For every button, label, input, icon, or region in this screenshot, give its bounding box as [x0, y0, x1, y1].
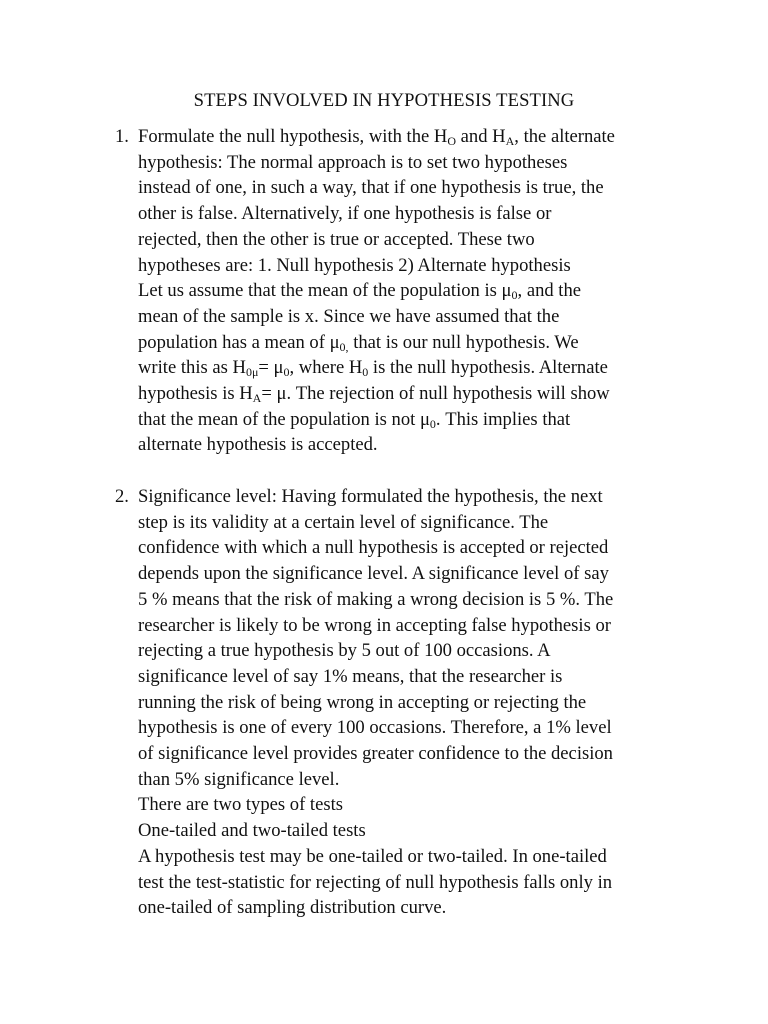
text-line: [138, 201, 698, 227]
subscript: 0,: [339, 339, 349, 354]
text-line: [138, 613, 698, 639]
text-span: rejected, then the other is true or accepted. These two: [138, 228, 535, 250]
text-line: [138, 638, 698, 664]
text-line: [138, 818, 698, 844]
text-line: [138, 587, 698, 613]
text-span: , the alternate: [514, 126, 615, 147]
text-line: [138, 664, 698, 690]
text-line: [138, 895, 698, 921]
text-line: [138, 510, 698, 536]
text-line: [138, 484, 698, 510]
text-span: alternate hypothesis is accepted.: [138, 434, 378, 456]
subscript: 0: [511, 288, 518, 303]
text-line: [138, 535, 698, 561]
text-span: hypothesis is one of every 100 occasions. Therefore, a 1% level: [138, 717, 612, 739]
text-line: [138, 278, 698, 304]
text-line: [138, 792, 698, 818]
text-span: researcher is likely to be wrong in accepting false hypothesis or: [138, 614, 611, 636]
text-line: [138, 870, 698, 896]
text-span: One-tailed and two-tailed tests: [138, 820, 366, 842]
text-line: [138, 715, 698, 741]
list-item-text: [138, 484, 698, 921]
text-span: of significance level provides greater confidence to the decision: [138, 743, 613, 765]
text-line: [138, 330, 698, 356]
text-span: one-tailed of sampling distribution curve.: [138, 897, 447, 919]
text-span: instead of one, in such a way, that if one hypothesis is true, the: [138, 177, 604, 199]
text-span: , where H: [289, 357, 363, 379]
text-line: [138, 227, 698, 253]
text-line: [138, 253, 698, 279]
text-span: that is our null hypothesis. We: [348, 331, 579, 353]
text-line: [138, 150, 698, 176]
text-span: rejecting a true hypothesis by 5 out of 100 occasions. A: [138, 640, 551, 662]
subscript: 0: [429, 416, 436, 431]
list-item-1: [115, 124, 698, 458]
list-item-2: [115, 484, 698, 921]
text-span: = μ. The rejection of null hypothesis will show: [261, 383, 610, 405]
text-line: [138, 124, 698, 150]
list-item-text: [138, 124, 698, 458]
text-line: [138, 304, 698, 330]
text-span: confidence with which a null hypothesis is accepted or rejected: [138, 537, 609, 559]
text-line: [138, 175, 698, 201]
text-line: [138, 844, 698, 870]
text-line: [138, 690, 698, 716]
list-number: 1.: [115, 126, 129, 147]
text-span: . This implies that: [435, 408, 571, 430]
subscript: O: [447, 134, 457, 148]
text-span: A hypothesis test may be one-tailed or two-tailed. In one-tailed: [138, 845, 607, 867]
text-span: There are two types of tests: [138, 794, 343, 816]
text-span: , and the: [517, 280, 582, 302]
text-span: Let us assume that the mean of the population is μ: [138, 280, 512, 302]
page-title: STEPS INVOLVED IN HYPOTHESIS TESTING: [193, 90, 575, 111]
text-span: significance level of say 1% means, that the researcher is: [138, 665, 563, 687]
text-span: hypothesis is H: [138, 383, 253, 405]
text-span: test the test-statistic for rejecting of null hypothesis falls only in: [138, 871, 613, 893]
text-span: write this as H: [138, 357, 246, 379]
text-span: population has a mean of μ: [138, 331, 340, 353]
text-line: [138, 561, 698, 587]
text-span: is the null hypothesis. Alternate: [368, 357, 608, 379]
subscript: 0: [362, 365, 369, 380]
subscript: 0: [283, 365, 290, 380]
text-line: [138, 767, 698, 793]
list-number: 2.: [115, 486, 129, 507]
subscript: A: [505, 134, 515, 148]
text-span: 5 % means that the risk of making a wrong decision is 5 %. The: [138, 588, 614, 610]
subscript: A: [252, 391, 262, 406]
text-span: Formulate the null hypothesis, with the H: [138, 126, 448, 147]
text-span: mean of the sample is x. Since we have assumed that the: [138, 305, 560, 327]
text-span: running the risk of being wrong in accepting or rejecting the: [138, 691, 587, 713]
text-line: [138, 741, 698, 767]
text-span: step is its validity at a certain level of significance. The: [138, 511, 549, 533]
text-span: that the mean of the population is not μ: [138, 408, 430, 430]
text-span: hypothesis: The normal approach is to set two hypotheses: [138, 151, 568, 173]
text-span: = μ: [258, 357, 284, 379]
text-span: other is false. Alternatively, if one hypothesis is false or: [138, 203, 552, 225]
text-span: Significance level: Having formulated the hypothesis, the next: [138, 486, 603, 507]
text-line: [138, 407, 698, 433]
text-span: and H: [456, 126, 506, 147]
text-line: [138, 355, 698, 381]
text-line: [138, 381, 698, 407]
text-line: [138, 432, 698, 458]
subscript: 0μ: [245, 365, 259, 380]
text-span: than 5% significance level.: [138, 768, 340, 790]
text-span: depends upon the significance level. A significance level of say: [138, 563, 609, 585]
text-span: hypotheses are: 1. Null hypothesis 2) Alternate hypothesis: [138, 254, 571, 276]
